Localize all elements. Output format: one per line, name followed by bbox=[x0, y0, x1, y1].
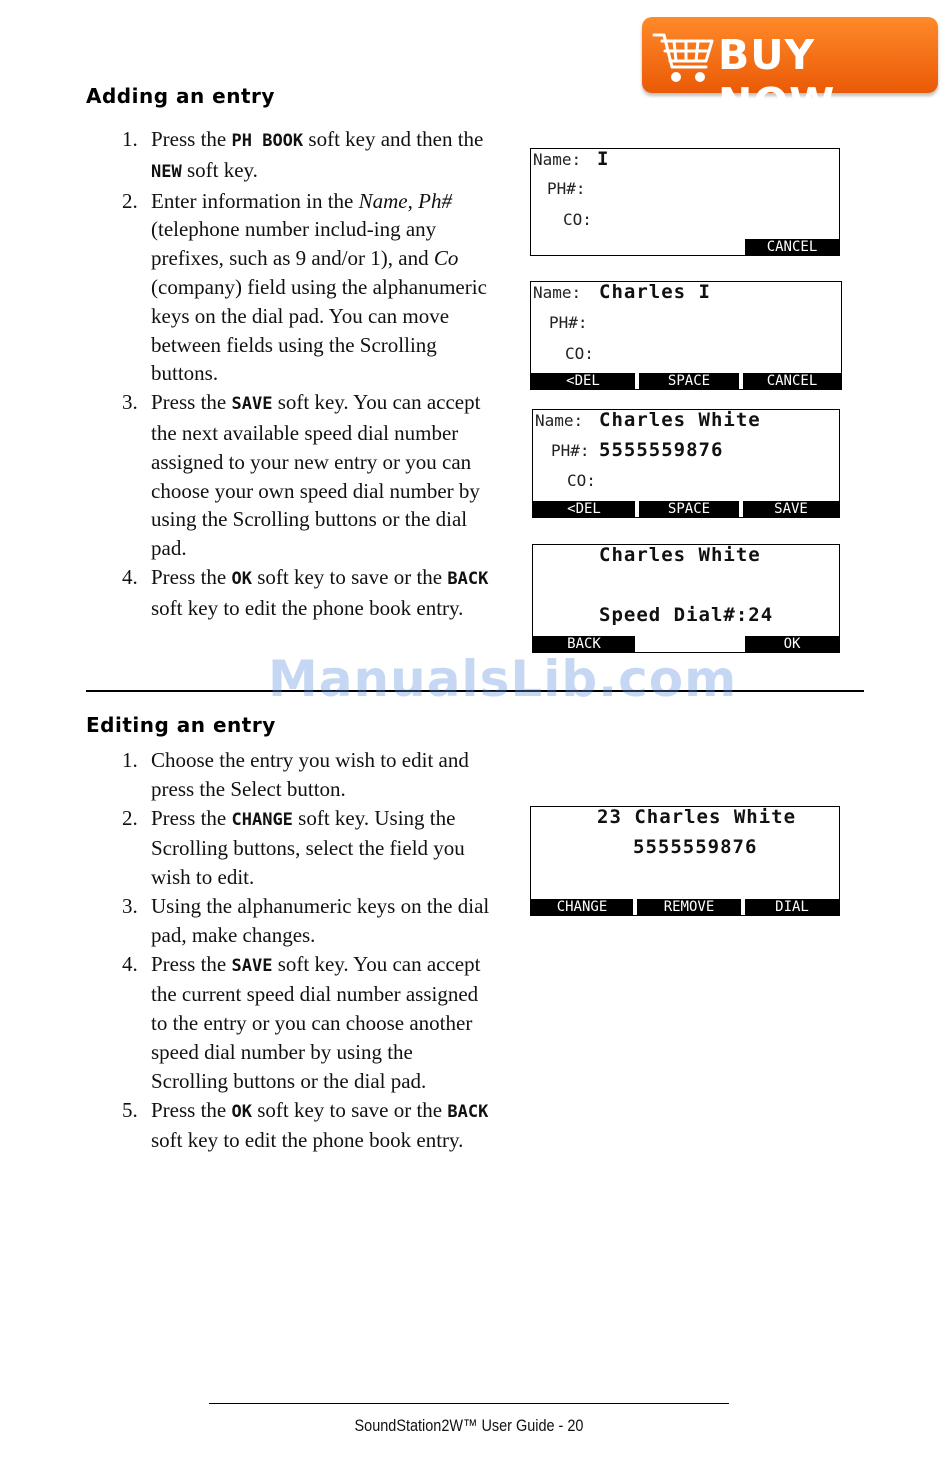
phone-screen-name-entry: Name: Charles I PH#: CO: <DEL SPACE CANCEL bbox=[530, 281, 842, 390]
cancel-softkey[interactable]: CANCEL bbox=[766, 373, 818, 389]
list-item: 3. Using the alphanumeric keys on the dial pad, make changes. bbox=[122, 893, 490, 947]
phone-screen-number-entry: Name: Charles White PH#: 5555559876 CO: <DEL SPACE SAVE bbox=[532, 409, 840, 518]
editing-steps-list bbox=[122, 746, 492, 1155]
list-item: 2. Enter information in the Name, Ph# (telephone number includ-ing any prefixes, such as 9 and/or 1), and Co (company) field using the alphanumeric keys on the dial pad. You can move between fields using the Scrolling buttons. bbox=[122, 188, 487, 386]
back-softkey[interactable]: BACK bbox=[567, 636, 601, 652]
del-softkey[interactable]: <DEL bbox=[567, 501, 601, 517]
save-softkey[interactable]: SAVE bbox=[774, 501, 808, 517]
phone-screen-edit-entry: 23 Charles White 5555559876 CHANGE REMOVE DIAL bbox=[530, 806, 840, 916]
ok-softkey[interactable]: OK bbox=[783, 636, 801, 652]
list-item: 3. Press the SAVE soft key. You can accept the next available speed dial number assigned to your new entry or you can choose your own speed dial number by using the Scrolling buttons or the dial pad. bbox=[122, 390, 481, 561]
buy-now-label: BUY NOW bbox=[718, 31, 836, 127]
dial-softkey[interactable]: DIAL bbox=[775, 899, 809, 915]
phone-screen-new-entry: Name: I PH#: CO: CANCEL bbox=[530, 148, 840, 256]
list-item: 1. Press the PH BOOK soft key and then the NEW soft key. bbox=[122, 127, 484, 182]
heading-adding-entry: Adding an entry bbox=[86, 84, 275, 108]
adding-steps-list bbox=[122, 125, 492, 623]
shopping-cart-icon bbox=[650, 27, 716, 89]
space-softkey[interactable]: SPACE bbox=[667, 373, 711, 389]
list-item: 5. Press the OK soft key to save or the BACK soft key to edit the phone book entry. bbox=[122, 1097, 489, 1153]
space-softkey[interactable]: SPACE bbox=[667, 501, 711, 517]
phone-screen-speed-dial: Charles White Speed Dial#:24 BACK OK bbox=[532, 544, 840, 653]
heading-editing-entry: Editing an entry bbox=[86, 713, 276, 737]
list-item: 1. Choose the entry you wish to edit and press the Select button. bbox=[122, 748, 469, 801]
change-softkey[interactable]: CHANGE bbox=[556, 899, 608, 915]
footer-divider bbox=[209, 1403, 729, 1404]
list-item: 2. Press the CHANGE soft key. Using the Scrolling buttons, select the field you wish to edit. bbox=[122, 805, 465, 890]
del-softkey[interactable]: <DEL bbox=[566, 373, 600, 389]
list-item: 4. Press the SAVE soft key. You can accept the current speed dial number assigned to the entry or you can choose another speed dial number by using the Scrolling buttons or the dial pad. bbox=[122, 951, 481, 1093]
remove-softkey[interactable]: REMOVE bbox=[663, 899, 715, 915]
buy-now-button[interactable] bbox=[642, 17, 938, 127]
cancel-softkey[interactable]: CANCEL bbox=[766, 239, 818, 255]
page-footer: SoundStation2W™ User Guide - 20 bbox=[354, 1416, 584, 1435]
watermark: ManualsLib.com bbox=[268, 650, 738, 708]
list-item: 4. Press the OK soft key to save or the BACK soft key to edit the phone book entry. bbox=[122, 564, 489, 620]
